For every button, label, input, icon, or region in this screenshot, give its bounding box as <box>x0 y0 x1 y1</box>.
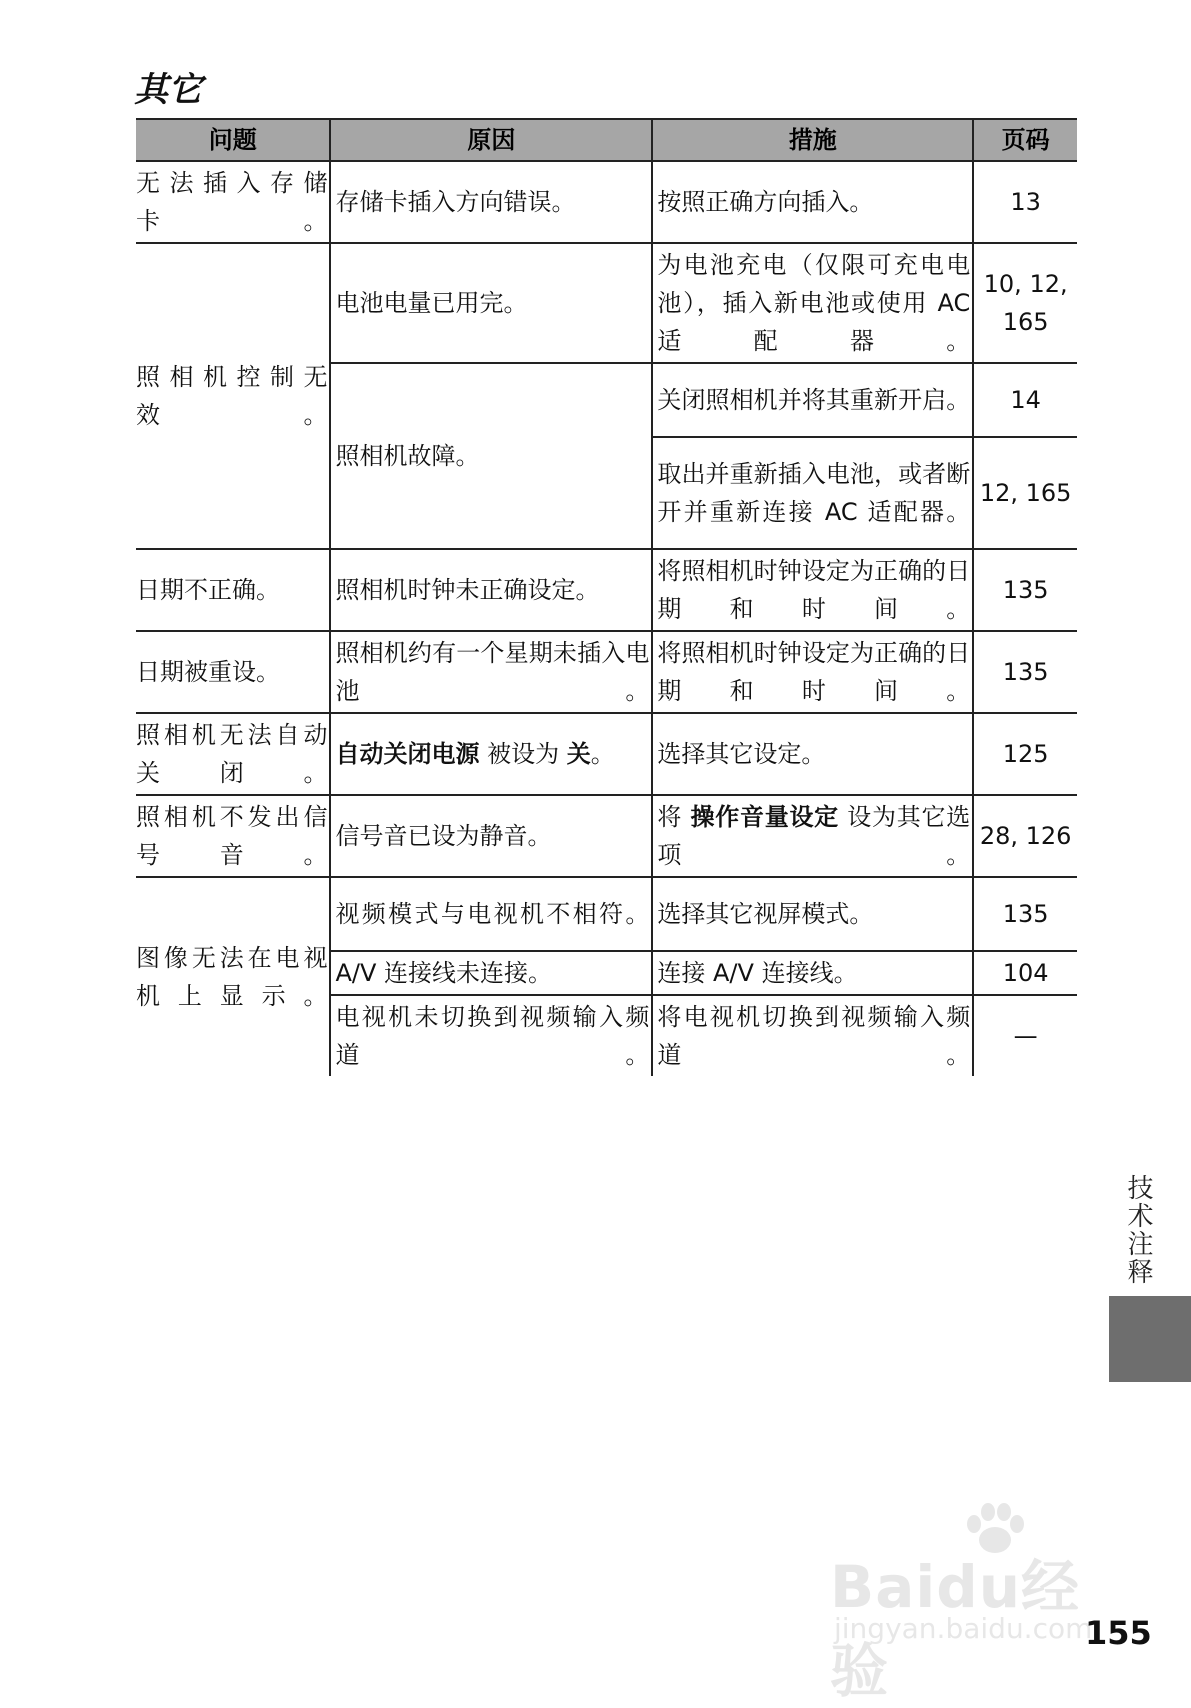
problem-cell: 无法插入存储卡。 <box>136 161 330 243</box>
setting-name-auto-power-off: 自动关闭电源 <box>335 740 480 768</box>
cause-cell: 电池电量已用完。 <box>330 243 652 363</box>
problem-cell: 照相机无法自动关闭。 <box>136 713 330 795</box>
column-header-page: 页码 <box>973 119 1077 161</box>
cause-cell: 照相机故障。 <box>330 363 652 549</box>
solution-cell: 选择其它设定。 <box>652 713 973 795</box>
problem-cell: 照相机不发出信号音。 <box>136 795 330 877</box>
table-row <box>136 549 1077 631</box>
watermark-url: jingyan.baidu.com <box>834 1612 1093 1645</box>
page-ref-cell: 135 <box>973 549 1077 631</box>
page-ref-cell: 104 <box>973 951 1077 995</box>
cause-text: 被设为 <box>479 740 567 768</box>
solution-cell <box>652 795 973 877</box>
solution-cell: 连接 A/V 连接线。 <box>652 951 973 995</box>
column-header-problem: 问题 <box>136 119 330 161</box>
cause-cell: 存储卡插入方向错误。 <box>330 161 652 243</box>
table-row <box>136 243 1077 363</box>
watermark-brand: Baidu经验 <box>830 1553 1081 1705</box>
setting-name-operation-volume: 操作音量设定 <box>690 803 839 831</box>
cause-cell: 电视机未切换到视频输入频道。 <box>330 995 652 1076</box>
table-row <box>136 877 1077 951</box>
page-ref-cell: 28, 126 <box>973 795 1077 877</box>
solution-cell: 将照相机时钟设定为正确的日期和时间。 <box>652 631 973 713</box>
solution-cell: 按照正确方向插入。 <box>652 161 973 243</box>
column-header-cause: 原因 <box>330 119 652 161</box>
table-row <box>136 795 1077 877</box>
page-number: 155 <box>1085 1614 1152 1652</box>
solution-cell: 为电池充电（仅限可充电电池），插入新电池或使用 AC 适配器。 <box>652 243 973 363</box>
page-ref-cell: 10, 12, 165 <box>973 243 1077 363</box>
table-header-row <box>136 119 1077 161</box>
section-title: 其它 <box>134 70 202 110</box>
solution-cell: 将电视机切换到视频输入频道。 <box>652 995 973 1076</box>
problem-cell: 日期被重设。 <box>136 631 330 713</box>
table-row <box>136 161 1077 243</box>
side-tab-label: 技术注释 <box>1123 1174 1153 1286</box>
cause-cell <box>330 713 652 795</box>
setting-value-off: 关 <box>566 740 591 768</box>
problem-cell: 图像无法在电视机上显示。 <box>136 944 328 1010</box>
problem-cell: 照相机控制无效。 <box>136 243 330 549</box>
cause-cell: 照相机约有一个星期未插入电池。 <box>330 631 652 713</box>
cause-cell: A/V 连接线未连接。 <box>330 951 652 995</box>
page-ref-cell: 135 <box>973 877 1077 951</box>
solution-cell: 将照相机时钟设定为正确的日期和时间。 <box>652 549 973 631</box>
side-tab-marker <box>1109 1296 1191 1382</box>
cause-cell: 照相机时钟未正确设定。 <box>330 549 652 631</box>
page-ref-cell: 13 <box>973 161 1077 243</box>
troubleshooting-table <box>136 118 1077 1076</box>
solution-cell: 取出并重新插入电池，或者断开并重新连接 AC 适配器。 <box>652 437 973 549</box>
problem-cell: 日期不正确。 <box>136 549 330 631</box>
cause-cell: 视频模式与电视机不相符。 <box>330 877 652 951</box>
page-ref-cell: 135 <box>973 631 1077 713</box>
cause-text: 。 <box>590 740 615 768</box>
page-ref-cell: 12, 165 <box>973 437 1077 549</box>
page-ref-cell: 125 <box>973 713 1077 795</box>
cause-cell: 信号音已设为静音。 <box>330 795 652 877</box>
table-row <box>136 631 1077 713</box>
solution-cell: 关闭照相机并将其重新开启。 <box>652 363 973 437</box>
table-row <box>136 713 1077 795</box>
solution-cell: 选择其它视屏模式。 <box>652 877 973 951</box>
solution-text: 设为其它选项。 <box>657 803 971 869</box>
column-header-solution: 措施 <box>652 119 973 161</box>
page-ref-cell: 14 <box>973 363 1077 437</box>
solution-text: 将 <box>657 803 691 831</box>
page-ref-cell: — <box>973 995 1077 1076</box>
